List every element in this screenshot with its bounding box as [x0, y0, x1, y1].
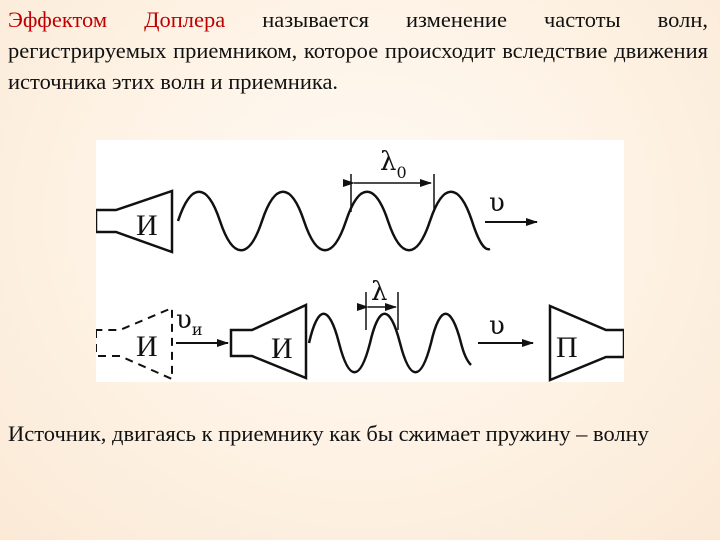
source-horn-current — [231, 305, 306, 378]
source-label-current: И — [271, 332, 293, 365]
source-horn-previous — [96, 308, 172, 379]
receiver-label: П — [556, 331, 578, 364]
wave-speed-label-top: υ — [489, 188, 505, 218]
definition-text — [8, 4, 708, 97]
wavelength-moving-label: λ — [371, 277, 388, 307]
source-speed-label: $\upsilon_и$ — [176, 305, 203, 339]
explanation-text: Источник, двигаясь к приемнику как бы сжимает пружину – волну — [8, 421, 649, 446]
source-label-previous: И — [136, 330, 158, 363]
doppler-effect-term: Эффектом Доплера — [8, 7, 226, 32]
source-label-top: И — [136, 209, 158, 242]
wave-speed-label-bottom: υ — [489, 311, 505, 341]
wave-top — [178, 192, 490, 251]
wavelength-rest-label: $\lambda_0$ — [380, 147, 407, 182]
source-horn-top — [96, 191, 172, 252]
doppler-figure — [96, 140, 624, 382]
definition-body: называется изменение частоты волн, регистрируемых приемником, которое происходит вследствие движения источника этих волн и приемника. — [8, 7, 708, 94]
wave-bottom — [309, 314, 471, 373]
